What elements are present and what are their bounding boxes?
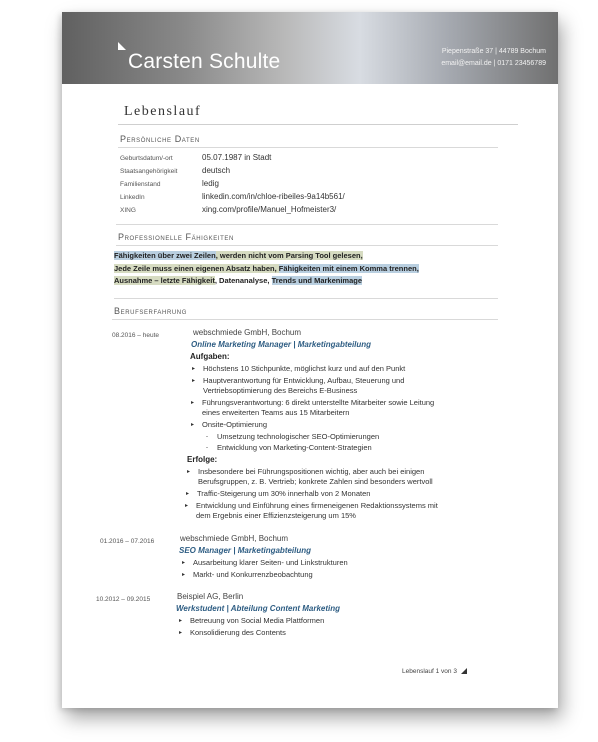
corner-marker-icon bbox=[118, 42, 126, 50]
list-item: ▸ Entwicklung und Einführung eines firmeneigenen Redaktionssystems mit bbox=[185, 501, 438, 510]
corner-marker-icon bbox=[461, 668, 467, 674]
page-number: Lebenslauf 1 von 3 bbox=[402, 668, 457, 675]
list-item: ▸ Betreuung von Social Media Plattformen bbox=[179, 616, 325, 625]
email-phone: email@email.de | 0171 23456789 bbox=[441, 60, 546, 67]
dash-icon: - bbox=[206, 434, 208, 440]
personal-value: xing.com/profile/Manuel_Hofmeister3/ bbox=[202, 205, 337, 214]
job-role: SEO Manager | Marketingabteilung bbox=[179, 546, 312, 555]
job-company: Beispiel AG, Berlin bbox=[177, 592, 244, 601]
job-company: webschmiede GmbH, Bochum bbox=[193, 328, 302, 337]
address: Piepenstraße 37 | 44789 Bochum bbox=[441, 48, 546, 55]
list-item: ▸ Höchstens 10 Stichpunkte, möglichst kurz und auf den Punkt bbox=[192, 364, 406, 373]
section-divider bbox=[116, 245, 498, 246]
list-item-continued: Vertriebsoptimierung des Bereichs E-Business bbox=[203, 386, 358, 395]
contact-block bbox=[441, 46, 546, 70]
skill-text: , Datenanalyse, bbox=[214, 276, 272, 285]
list-item-continued: dem Ergebnis einer Effizienzsteigerung um 15% bbox=[196, 511, 356, 520]
title-divider bbox=[118, 124, 518, 125]
skills-line bbox=[114, 263, 504, 276]
section-divider bbox=[114, 298, 498, 299]
skills-block bbox=[114, 250, 504, 288]
header-banner bbox=[62, 12, 558, 84]
list-item: ▸ Konsolidierung des Contents bbox=[179, 628, 286, 637]
page-footer bbox=[402, 668, 467, 675]
bullet-icon: ▸ bbox=[191, 422, 195, 428]
section-divider bbox=[118, 147, 498, 148]
applicant-name: Carsten Schulte bbox=[128, 50, 281, 73]
skill-highlight: Fähigkeiten über zwei Zeilen bbox=[114, 251, 216, 260]
bullet-icon: ▸ bbox=[182, 572, 186, 578]
tasks-label: Aufgaben: bbox=[190, 352, 230, 361]
bullet-icon: ▸ bbox=[179, 618, 183, 624]
personal-label: Familienstand bbox=[120, 181, 161, 188]
bullet-icon: ▸ bbox=[186, 491, 190, 497]
list-item-continued: Berufsgruppen, z. B. Vertrieb; konkrete Zahlen sind besonders wertvoll bbox=[198, 477, 433, 486]
job-date: 08.2016 – heute bbox=[112, 332, 159, 339]
personal-value: deutsch bbox=[202, 166, 231, 175]
section-heading-skills: Professionelle Fähigkeiten bbox=[118, 232, 234, 242]
list-item: ▸ Hauptverantwortung für Entwicklung, Aufbau, Steuerung und bbox=[192, 376, 405, 385]
bullet-icon: ▸ bbox=[182, 560, 186, 566]
personal-value: ledig bbox=[202, 179, 219, 188]
list-item: ▸ Onsite-Optimierung bbox=[191, 420, 268, 429]
bullet-icon: ▸ bbox=[192, 366, 196, 372]
personal-value: linkedin.com/in/chloe-ribeiles-9a14b561/ bbox=[202, 192, 345, 201]
skill-highlight: , werden nicht vom Parsing Tool gelesen, bbox=[215, 251, 363, 260]
section-heading-experience: Berufserfahrung bbox=[114, 306, 188, 316]
section-heading-personal: Persönliche Daten bbox=[120, 134, 200, 144]
bullet-icon: ▸ bbox=[187, 469, 191, 475]
job-date: 01.2016 – 07.2016 bbox=[100, 538, 155, 545]
skills-line bbox=[114, 275, 504, 288]
dash-icon: - bbox=[206, 445, 208, 451]
resume-page bbox=[62, 12, 558, 708]
list-item-continued: eines erweiterten Teams aus 15 Mitarbeitern bbox=[202, 408, 350, 417]
personal-label: LinkedIn bbox=[120, 194, 145, 201]
job-date: 10.2012 – 09.2015 bbox=[96, 596, 151, 603]
list-item: ▸ Traffic-Steigerung um 30% innerhalb von 2 Monaten bbox=[186, 489, 371, 498]
list-item: ▸ Führungsverantwortung: 6 direkt unterstellte Mitarbeiter sowie Leitung bbox=[191, 398, 435, 407]
results-label: Erfolge: bbox=[187, 455, 218, 464]
job-role: Werkstudent | Abteilung Content Marketing bbox=[176, 604, 341, 613]
section-divider bbox=[116, 224, 498, 225]
skill-highlight: Ausnahme – letzte Fähigkeit bbox=[114, 276, 215, 285]
sub-list-item: - Entwicklung von Marketing-Content-Strategien bbox=[206, 443, 372, 452]
skill-highlight: Fähigkeiten mit einem Komma trennen, bbox=[278, 263, 419, 273]
job-company: webschmiede GmbH, Bochum bbox=[180, 534, 289, 543]
personal-label: Geburtsdatum/-ort bbox=[120, 155, 173, 162]
bullet-icon: ▸ bbox=[191, 400, 195, 406]
job-role: Online Marketing Manager | Marketingabteilung bbox=[191, 340, 372, 349]
skill-highlight: Jede Zeile muss einen eigenen Absatz haben, bbox=[114, 263, 279, 273]
list-item: ▸ Ausarbeitung klarer Seiten- und Linkstrukturen bbox=[182, 558, 348, 567]
personal-label: XING bbox=[120, 207, 136, 214]
bullet-icon: ▸ bbox=[185, 503, 189, 509]
personal-label: Staatsangehörigkeit bbox=[120, 168, 178, 175]
skill-highlight: Trends und Markenimage bbox=[271, 276, 363, 285]
sub-list-item: - Umsetzung technologischer SEO-Optimierungen bbox=[206, 432, 380, 441]
section-divider bbox=[112, 319, 498, 320]
skills-line bbox=[114, 250, 504, 263]
bullet-icon: ▸ bbox=[179, 630, 183, 636]
document-title: Lebenslauf bbox=[124, 104, 202, 119]
list-item: ▸ Markt- und Konkurrenzbeobachtung bbox=[182, 570, 313, 579]
personal-value: 05.07.1987 in Stadt bbox=[202, 153, 272, 162]
bullet-icon: ▸ bbox=[192, 378, 196, 384]
list-item: ▸ Insbesondere bei Führungspositionen wichtig, aber auch bei einigen bbox=[187, 467, 425, 476]
